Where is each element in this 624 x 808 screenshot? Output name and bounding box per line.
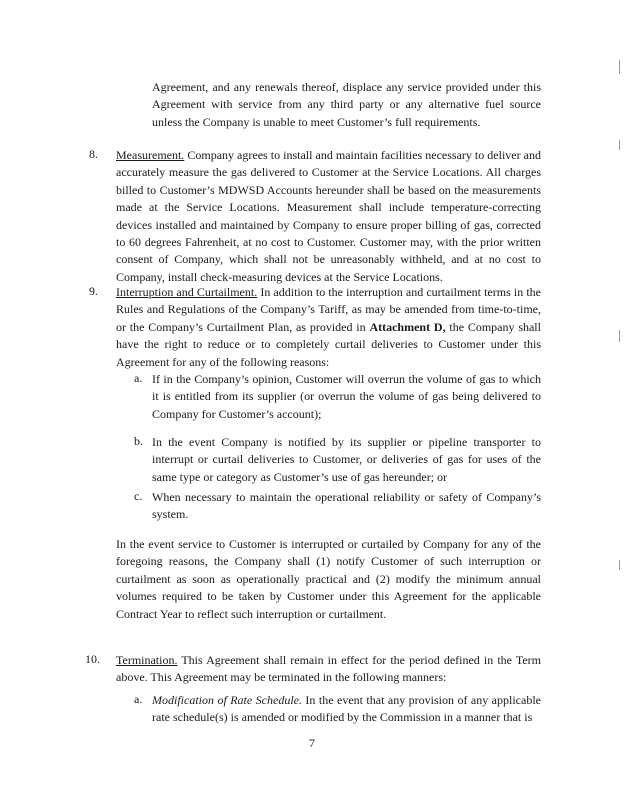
section-9-paragraph [116, 284, 541, 371]
section-8-heading: Measurement. [116, 148, 185, 162]
section-10-paragraph [116, 652, 541, 687]
section-10-number: 10. [85, 652, 100, 666]
scan-mark [619, 60, 620, 74]
continuation-paragraph: Agreement, and any renewals thereof, displace any service provided under this Agreement with service from any third party or any alternative fuel source unless the Company is unable to meet Customer’s full requirements. [152, 80, 541, 129]
section-9-closing: In the event service to Customer is interrupted or curtailed by Company for any of the foregoing reasons, the Company shall (1) notify Customer of such interruption or curtailment as soon as operationally practical and (2) modify the minimum annual volumes required to be taken by Customer under this Agreement for the applicable Contract Year to reflect such interruption or curtailment. [116, 537, 541, 621]
section-9-item-a-text: If in the Company’s opinion, Customer will overrun the volume of gas to which it is entitled from its supplier (or overrun the volume of gas being delivered to Company for Customer’s account); [152, 372, 541, 421]
section-9-item-c-label: c. [134, 489, 143, 503]
section-9-heading: Interruption and Curtailment. [116, 285, 258, 299]
page-number: 7 [309, 736, 315, 750]
section-9-item-b-label: b. [134, 434, 143, 448]
section-10-item-a-heading: Modification of Rate Schedule. [152, 693, 302, 707]
section-10-heading: Termination. [116, 653, 178, 667]
section-9-number: 9. [89, 284, 98, 298]
section-9-text-b: the Company shall have the right to reduce or to completely curtail deliveries to Customer under this Agreement for any of the following reasons: [116, 319, 541, 369]
scan-mark [619, 140, 620, 150]
section-9-text-a: In addition to the interruption and curtailment terms in the Rules and Regulations of the Company’s Tariff, as may be amended from time-to-time, or the Company’s Curtailment Plan, as provided in [116, 285, 541, 334]
section-10-item-a-label: a. [134, 692, 143, 706]
section-9-item-c-text: When necessary to maintain the operational reliability or safety of Company’s system. [152, 490, 541, 522]
section-10-text: This Agreement shall remain in effect for the period defined in the Term above. This Agreement may be terminated in the following manners: [116, 653, 541, 685]
section-8-number: 8. [89, 147, 98, 161]
section-8-text: Company agrees to install and maintain facilities necessary to deliver and accurately measure the gas delivered to Customer at the Service Locations. All charges billed to Customer’s MDWSD Accounts hereunder shall be based on the measurements made at the Service Locations. Measurement shall include temperature-correcting devices installed and maintained by Company to ensure proper billing of gas, corrected to 60 degrees Fahrenheit, at no cost to Customer. Customer may, with the prior written consent of Company, which shall not be unreasonably withheld, and at no cost to Company, install check-measuring devices at the Service Locations. [116, 148, 541, 284]
section-8-paragraph [116, 147, 541, 286]
scan-mark [619, 560, 620, 570]
section-9-attachment: Attachment D, [369, 319, 446, 334]
scan-mark [619, 330, 620, 342]
section-10-item-a-text: In the event that any provision of any applicable rate schedule(s) is amended or modified by the Commission in a manner that is [152, 693, 541, 725]
section-10-item-a-paragraph [152, 692, 541, 727]
section-9-item-b-text: In the event Company is notified by its supplier or pipeline transporter to interrupt or curtail deliveries to Customer, or deliveries of gas for uses of the same type or category as Customer’s use of gas hereunder; or [152, 435, 541, 484]
section-9-item-a-label: a. [134, 371, 143, 385]
